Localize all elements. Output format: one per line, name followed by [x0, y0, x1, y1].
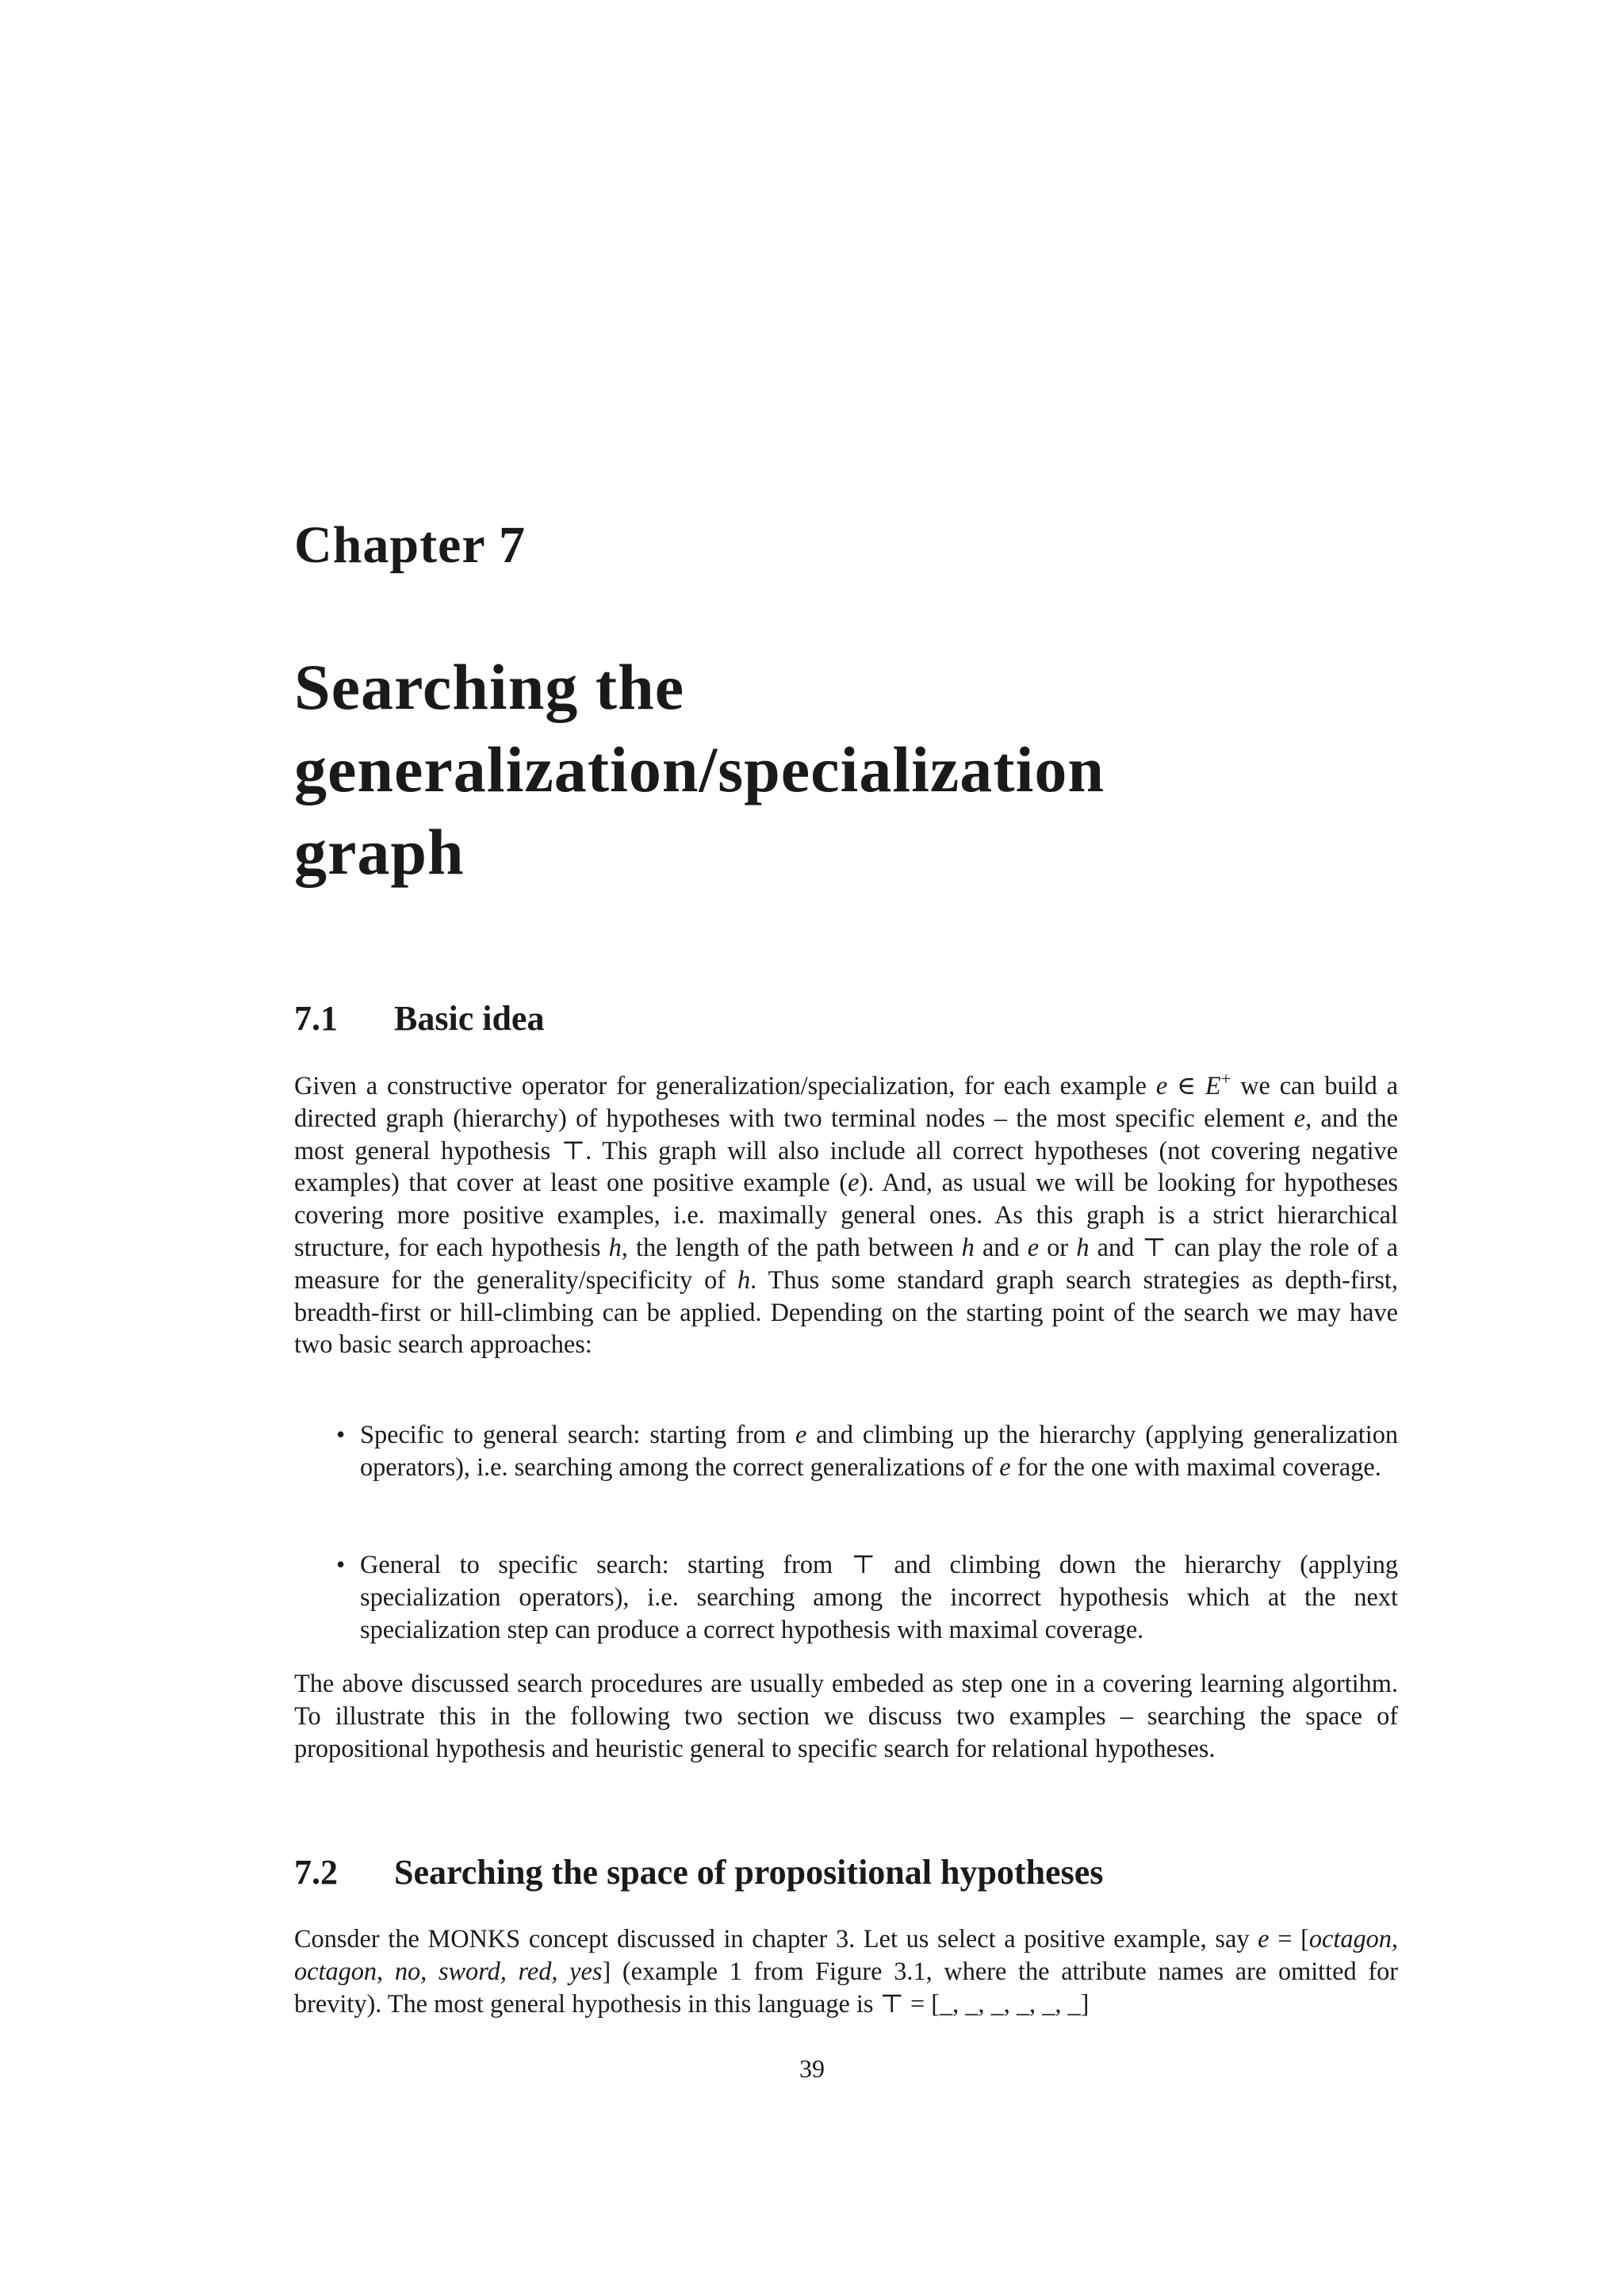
paragraph-covering-algorithm: The above discussed search procedures are usually embeded as step one in a covering learning algortihm. To illustrate this in the following two section we discuss two examples – searching the space of propositional hypothesis and heuristic general to specific search for relational hypotheses.: [294, 1669, 1398, 1762]
text-run: Consder the MONKS concept discussed in chapter 3. Let us select a positive example, say: [294, 1924, 1258, 1953]
math-E: E: [1205, 1071, 1221, 1100]
text-run: = [: [1269, 1924, 1309, 1953]
text-run: we can build a directed graph (hierarchy) of hypotheses with two terminal nodes – the most specific element: [294, 1071, 1398, 1132]
math-h: h: [1076, 1232, 1090, 1261]
math-top-values: _, _, _, _, _, _: [940, 1988, 1081, 2018]
section-heading-7-1: [294, 1001, 544, 1036]
math-h: h: [737, 1265, 751, 1294]
text-run: . Thus some standard graph search strategies as depth-first, breadth-first or hill-climbing can be applied. Depending on the starting point of the search we may have two basic search approaches:: [294, 1265, 1398, 1359]
text-run: ). And, as usual we will be looking for hypotheses covering more positive examples, i.e. maximally general ones. As this graph is a strict hierarchical structure, for each hypothesis: [294, 1168, 1398, 1261]
math-e: e: [1155, 1071, 1168, 1100]
text-run: Given a constructive operator for generalization/specialization, for each example: [294, 1071, 1156, 1100]
bullet-list: [294, 1418, 1398, 1483]
section-number: 7.1: [294, 999, 338, 1038]
math-e: e: [795, 1420, 807, 1448]
bullet-icon: •: [336, 1550, 346, 1578]
text-run: General to specific search: starting from ⊤ and climbing down the hierarchy (applying specialization operators), i.e. searching among the incorrect hypothesis which at the next specialization step can produce a correct hypothesis with maximal coverage.: [360, 1550, 1398, 1644]
bullet-item-general-to-specific: [294, 1548, 1398, 1645]
math-h: h: [961, 1232, 975, 1261]
chapter-title-line-1: Searching the: [294, 651, 685, 723]
math-e: e: [1027, 1232, 1040, 1261]
chapter-title-line-3: graph: [294, 816, 465, 888]
bullet-item-specific-to-general: [294, 1418, 1398, 1483]
paragraph-basic-idea: [294, 1070, 1398, 1360]
section-title: Basic idea: [394, 999, 545, 1038]
bullet-list: [294, 1548, 1398, 1645]
bullet-icon: •: [336, 1420, 346, 1448]
math-h: h: [608, 1232, 622, 1261]
text-run: and climbing up the hierarchy (applying generalization operators), i.e. searching among the correct generalizations of: [360, 1420, 1398, 1481]
text-run: and: [974, 1232, 1028, 1261]
text-run: ] (example 1 from Figure 3.1, where the attribute names are omitted for brevity). The most general hypothesis in this language is ⊤ = [: [294, 1956, 1399, 2018]
math-example-values: octagon, octagon, no, sword, red, yes: [294, 1924, 1398, 1985]
math-superscript: +: [1220, 1069, 1231, 1089]
text-run: Specific to general search: starting from: [360, 1420, 795, 1448]
text-run: , and the most general hypothesis ⊤. This graph will also include all correct hypotheses (not covering negative examples) that cover at least one positive example (: [294, 1103, 1398, 1197]
paragraph-monks: [294, 1923, 1398, 2019]
chapter-label: Chapter 7: [294, 516, 526, 574]
page-number: 39: [799, 2054, 825, 2083]
section-heading-7-2: [294, 1855, 1103, 1890]
math-e: e: [848, 1168, 860, 1197]
math-e: e: [1293, 1103, 1306, 1132]
text-run: for the one with maximal coverage.: [1010, 1452, 1381, 1481]
chapter-title-line-2: generalization/specialization: [294, 733, 1105, 806]
chapter-title: [294, 646, 1398, 894]
section-title: Searching the space of propositional hypotheses: [394, 1853, 1104, 1892]
text-run: or: [1039, 1232, 1077, 1261]
text-run: ∈: [1167, 1071, 1205, 1100]
text-run: ]: [1080, 1988, 1090, 2018]
text-run: and ⊤ can play the role of a measure for the generality/specificity of: [294, 1232, 1398, 1294]
math-e: e: [999, 1452, 1011, 1481]
math-e: e: [1258, 1924, 1270, 1953]
section-number: 7.2: [294, 1853, 338, 1892]
text-run: , the length of the path between: [621, 1232, 962, 1261]
